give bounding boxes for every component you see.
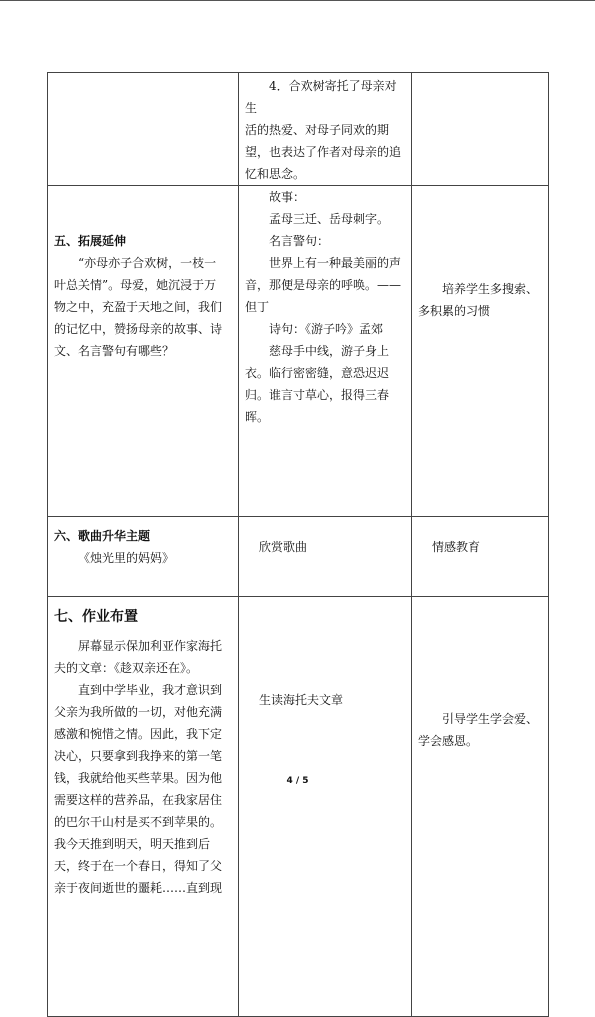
activity-line: 衣。临行密密缝，意恐迟迟 [245,366,390,380]
song-title: 《烛光里的妈妈》 [78,551,175,565]
teacher-line: 父亲为我所做的一切，对他充满 [54,705,223,719]
teacher-line: 决心，只要拿到我挣来的第一笔 [54,749,223,763]
activity-line: 忆和思念。 [245,167,306,181]
activity-line: 孟母三迁、岳母刺字。 [269,212,390,226]
teacher-line: 叶总关情”。母爱，她沉浸于万 [54,278,217,292]
teacher-cell [48,186,239,517]
lesson-plan-table [47,72,549,1017]
activity-line: 名言警句： [269,234,330,248]
teacher-cell [48,517,239,597]
teacher-line: 的记忆中，赞扬母亲的故事、诗 [54,322,223,336]
teacher-line: 物之中，充盈于天地之间，我们 [54,300,223,314]
teacher-line: 感激和惋惜之情。因此，我下定 [54,727,223,741]
activity-line: 世界上有一种最美丽的声 [269,256,402,270]
activity-line: 音，那便是母亲的呼唤。—— [245,278,402,292]
table-row-continuation [48,73,549,186]
activity-line: 但丁 [245,300,270,314]
activity-line: 晖。 [245,410,270,424]
activity-cell [239,597,412,1017]
teacher-line: 屏幕显示保加利亚作家海托 [78,639,223,653]
teacher-line: 夫的文章：《趁双亲还在》。 [54,661,199,675]
activity-line: 故事： [269,190,306,204]
activity-cell [239,186,412,517]
teacher-line: 我今天推到明天，明天推到后 [54,837,211,851]
page-number: 4 / 5 [286,776,309,786]
section-title: 六、歌曲升华主题 [54,529,151,543]
teacher-line: 钱，我就给他买些苹果。因为他 [54,771,223,785]
teacher-line: “亦母亦子合欢树，一枝一 [78,256,217,270]
activity-line: 4．合欢树寄托了母亲对生 [245,79,397,115]
intent-cell [412,517,549,597]
activity-cell [239,73,412,186]
teacher-line: 的巴尔干山村是买不到苹果的。 [54,815,223,829]
activity-text: 欣赏歌曲 [259,540,308,554]
table-row-homework [48,597,549,1017]
activity-line: 诗句：《游子吟》孟郊 [269,322,384,336]
section-title: 五、拓展延伸 [54,234,127,248]
intent-line: 引导学生学会爱、 [442,712,539,726]
teacher-line: 亲于夜间逝世的噩耗……直到现 [54,881,223,895]
teacher-cell [48,73,239,186]
section-title: 七、作业布置 [54,609,138,625]
table-row-extension [48,186,549,517]
activity-line: 慈母手中线，游子身上 [269,344,390,358]
activity-line: 活的热爱、对母子同欢的期 [245,123,390,137]
activity-cell [239,517,412,597]
teacher-cell [48,597,239,1017]
intent-cell [412,597,549,1017]
activity-line: 望，也表达了作者对母亲的追 [245,145,402,159]
page-top-rule [0,0,595,1]
intent-line: 培养学生多搜索、 [442,282,539,296]
teacher-line: 需要这样的营养品，在我家居住 [54,793,223,807]
teacher-line: 文、名言警句有哪些？ [54,344,175,358]
intent-cell [412,186,549,517]
intent-text: 情感教育 [432,540,481,554]
intent-line: 学会感恩。 [418,734,479,748]
intent-line: 多积累的习惯 [418,304,491,318]
teacher-line: 天，终于在一个春日，得知了父 [54,859,223,873]
intent-cell [412,73,549,186]
teacher-line: 直到中学毕业，我才意识到 [78,683,223,697]
activity-text: 生读海托夫文章 [259,693,344,707]
table-row-song [48,517,549,597]
activity-line: 归。谁言寸草心，报得三春 [245,388,390,402]
